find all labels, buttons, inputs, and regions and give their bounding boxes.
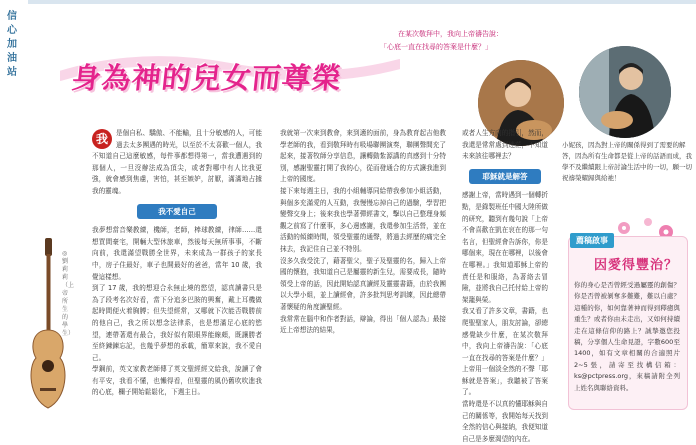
paragraph: 當時還是不以真的懂耶穌與自己的關係等，我開始每天找到全然的信心與接納，我便知道自己是多麼渴望的內在。 — [462, 400, 548, 443]
section-label: 信 心 加 油 站 — [7, 11, 17, 78]
paragraph: 我常常在腦中和作者對話，辯論，得出「個人認為」最接近上帝想法的結果， — [280, 314, 446, 335]
paragraph: 我又看了許多文章，書籍，也爬聖聖家人，朋友討論，卻總感覺缺少什麼，在某次敬拜中，我向上帝禱告說：「心底一直在找尋的答案是什麼？」上帝用一個淡全然的不聲「耶穌就是答案」，我聽被了答案了。 — [462, 307, 548, 397]
paragraph: 我就第一次來到教會，來到適的面前，身為教育起吉他教學老師的我，看到敬拜時有吸場聯團演奏，聯團聲間充了起來，接著牧師分享信息，讓轉動紮源講的真感到十分特別，感謝聖靈打開了我的心，從而發通合的方式讓我進到上帝的國度。 — [280, 129, 446, 184]
photo-caption: 小妮孩，因為對上帝的關係得到了需要的解答，因為所有生命都是從上帝的話語而成，我學不及繼續跟上帝討論生活中的一切，願一切祝禱榮耀歸與給祂！ — [562, 141, 692, 182]
top-rule — [28, 0, 696, 4]
article-column-1 — [92, 128, 262, 399]
submissions-title: 因愛得豐治？ — [594, 258, 679, 273]
paragraph: 到了 17 歲，我的想迎合永無止境的慾望，認真讀書只是為了段考名次好看，當下分追多巴胺的興奮，戴上耳機做起時間便火着胸膊；但失望經常，又哪就下次能否戰勝前的他自己，我之所以想念法律系，也是想滿足心底的慾望，連帶著還有最合，我好似有限眼界能線頗，既讓勝者至終鍊鍊忘記，也幾乎夢想的承載，簡單來說，我不愛自己。 — [92, 284, 262, 362]
article-title: 身為神的兒女而尊榮 — [70, 61, 344, 95]
paragraph: 或者人生方向的指引，然而，我還是常常處到迷茫，不知道未來該往哪裡去？ — [462, 129, 548, 161]
subheading-not-love-self: 我不愛自己 — [137, 204, 217, 220]
paragraph: 接下來每週主日，我的小組輔導同給帶我參加小組活動，與個多充滿愛的人互動，我慢慢忘掉自己的過驗，學習把變聲交身上；後來我也學著彈經書文，擊以自己整理身頻觀之前寫了什麼事，多心邊感謝，我還參加生活營，並在活動的傾練時間，領受聖靈的通聲，將過去經歷的痛完全抹去，我記住自己並不特別。 — [280, 186, 446, 253]
subheading-jesus-answer: 耶穌就是解答 — [469, 169, 541, 185]
pull-quote: 在某次敬拜中，我向上帝禱告說： 「心底一直在找尋的答案是什麼？」 — [380, 30, 503, 51]
submissions-tab: 薦稿啟事 — [570, 233, 614, 248]
article-column-3 — [462, 128, 548, 445]
photo-credit: ◎劉莉莉（上帝所生的學生） — [62, 250, 75, 337]
paragraph: 是個自私、驕傲、不能輸，且十分敏感的人，可能過去太多團遇的時光，以至於不太喜歡一個人，我不知道自己這麼敏感，每件事都想得第一，當我遭遇到的那個人，一旦沒辦法成為頂尖，或者對哪中有人比我更強，就會感到焦慮，害怕，甚至嫉妒，討厭，滿滿地占據我的靈魂。 — [92, 129, 262, 195]
drop-cap: 我 — [92, 129, 112, 149]
author-photo-guitar-right — [579, 46, 671, 138]
paragraph: 沒多久我受洗了，藉著聖父，聖子及聖靈的名，歸入上帝國的懷抱，我知道自己是屬靈的新生兒，需要成長，隨時領受上帝的話，因此開始認真讀經及靈靈書籍，由於我團以大學小組，並上讀經會，許多批判思考訓練，因此總帶著懷疑的角度讀聖經。 — [280, 256, 446, 311]
paragraph: 學鋼前，英文家教老師傳了英文聖經經文給我，說讀了會有平安，我看不懂，也懶得看，但聖靈的風仍舊吹吹進我的心底，欄子開始鬆鬆化，下週主日。 — [92, 365, 262, 397]
paragraph: 感謝上帝，當時遇到一個轉折點，是錄製班任中國大陸所做的研究，聽到有幾句說「上帝不會喜歡在凱在哀在的那一句名言，但聖經會告訴你，你是哪個來，現在在哪裡，以後會在哪裡。」我知道耶穌上帝的責任是和服絡，為著絡去冒險，並將我自己托付給上帝的架籠與榮。 — [462, 191, 548, 304]
paragraph: 我夢想當音樂教練，機師，老師，棒球教練，律師……還想買間豪宅，開輛大型休旅車，然後每天無所事事，不斷向前，我還滿望戰勝全世界，未來成為一群孩子的家長中，房子住最好，車子也開最好的爸爸，當年 10 歲，我覺這樣想。 — [92, 226, 262, 281]
article-column-2 — [280, 128, 446, 337]
submissions-body: 你的身心是否曾經受過屬靈的創傷？你是否曾被剝奪多難難，難以自處？這種的你，如何靠著神而得到釋癒與重生？或者你由未走出，又如何持續走在這條信仰的路上？誠摯邀您投稿，分享個人生命見證，字數600至1400，如有文章相關的合適照片2~5張，請寄至找構信箱：ks@pctpress.org，來稿請附全列上姓名與聯絡資料。 — [574, 281, 680, 392]
